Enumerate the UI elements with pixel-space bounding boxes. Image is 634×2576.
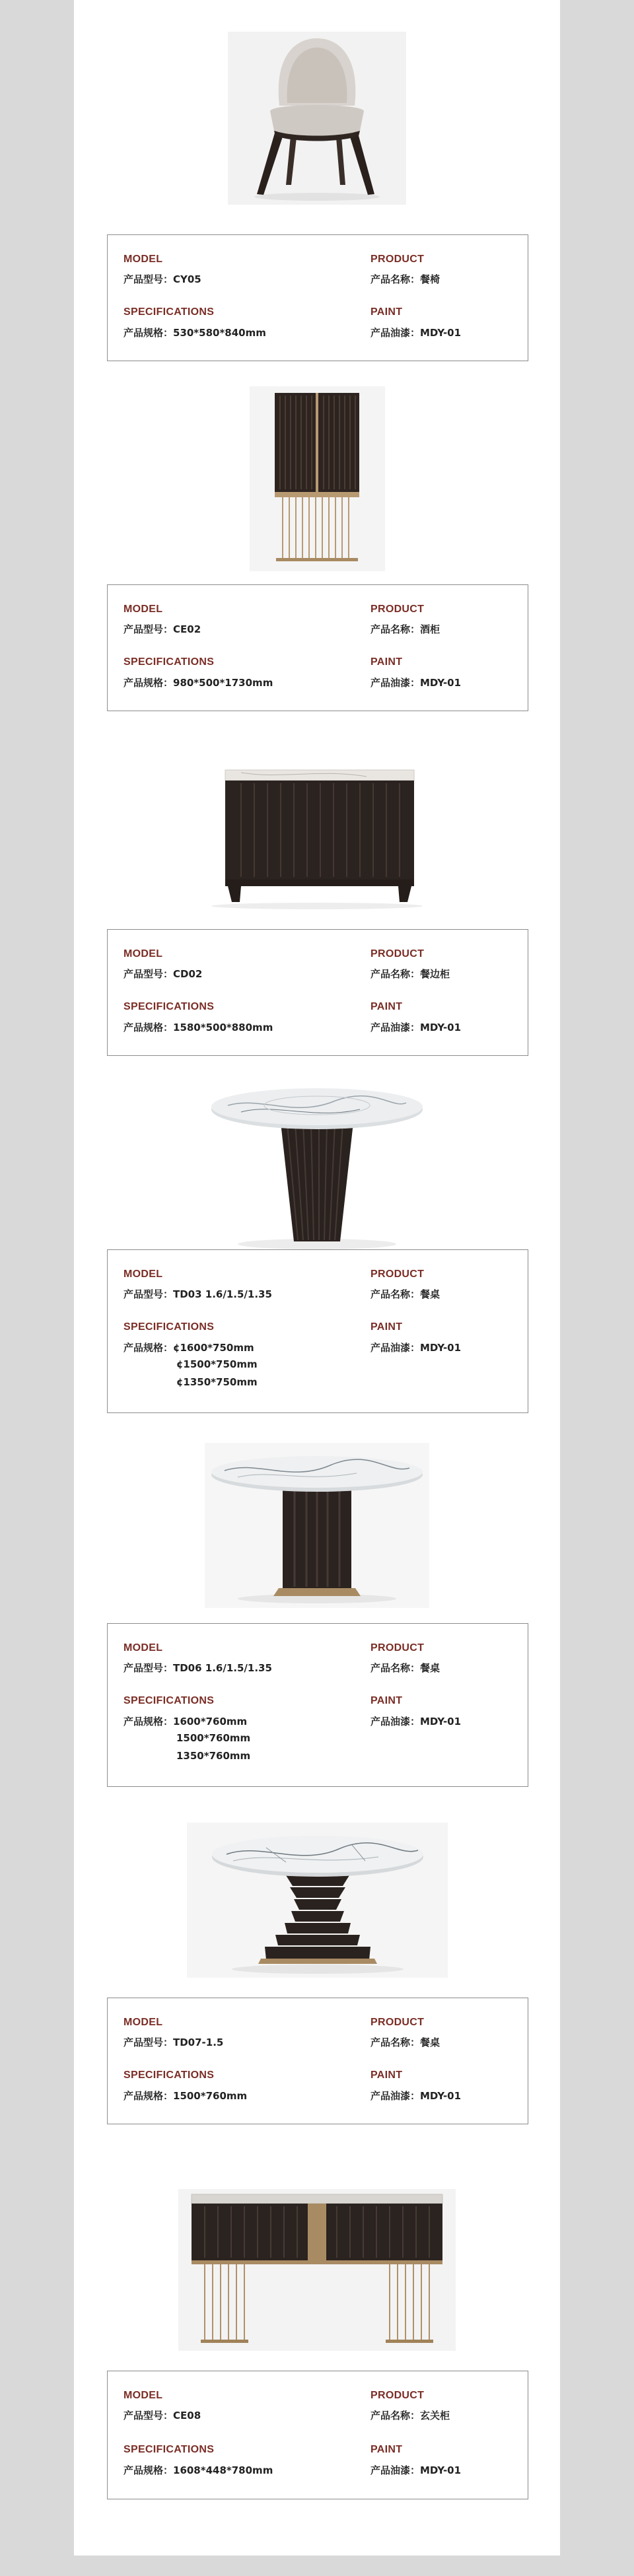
spec-value: 1350*760mm	[176, 1750, 251, 1762]
spec-value: 产品规格：530*580*840mm	[123, 327, 266, 339]
model-heading: MODEL	[123, 2017, 163, 2028]
model-value: 产品型号：CE08	[123, 2410, 201, 2421]
product-heading: PRODUCT	[370, 2390, 425, 2401]
model-heading: MODEL	[123, 948, 163, 959]
specifications-heading: SPECIFICATIONS	[123, 1321, 215, 1333]
paint-value: 产品油漆：MDY-01	[370, 1716, 462, 1727]
model-heading: MODEL	[123, 1269, 163, 1280]
spec-box	[107, 1998, 528, 2124]
paint-value: 产品油漆：MDY-01	[370, 327, 462, 339]
paint-value: 产品油漆：MDY-01	[370, 1022, 462, 1033]
paint-value: 产品油漆：MDY-01	[370, 2464, 462, 2476]
product-image-console-table	[74, 2189, 560, 2351]
paint-heading: PAINT	[370, 1001, 403, 1012]
paint-heading: PAINT	[370, 2070, 403, 2081]
spec-box	[107, 584, 528, 711]
model-value: 产品型号：TD06 1.6/1.5/1.35	[123, 1662, 272, 1674]
spec-value: 产品规格：1500*760mm	[123, 2090, 248, 2102]
product-heading: PRODUCT	[370, 948, 425, 959]
model-value: 产品型号：CY05	[123, 273, 201, 285]
specifications-heading: SPECIFICATIONS	[123, 306, 215, 318]
spec-value: 产品规格：1580*500*880mm	[123, 1022, 273, 1033]
model-value: 产品型号：CE02	[123, 623, 201, 635]
specifications-heading: SPECIFICATIONS	[123, 656, 215, 668]
spec-value: ¢1350*750mm	[176, 1376, 258, 1388]
specifications-heading: SPECIFICATIONS	[123, 1695, 215, 1706]
model-heading: MODEL	[123, 604, 163, 615]
spec-box	[107, 929, 528, 1056]
product-value: 产品名称：餐桌	[370, 1662, 440, 1674]
spec-value: 产品规格：1608*448*780mm	[123, 2464, 273, 2476]
paint-value: 产品油漆：MDY-01	[370, 677, 462, 689]
product-heading: PRODUCT	[370, 1269, 425, 1280]
model-heading: MODEL	[123, 254, 163, 265]
catalog-panel	[74, 0, 560, 2556]
specifications-heading: SPECIFICATIONS	[123, 2070, 215, 2081]
product-value: 产品名称：玄关柜	[370, 2410, 450, 2421]
product-value: 产品名称：餐椅	[370, 273, 440, 285]
spec-value: 产品规格：1600*760mm	[123, 1716, 248, 1727]
spec-box	[107, 234, 528, 361]
model-value: 产品型号：TD07-1.5	[123, 2036, 224, 2048]
model-heading: MODEL	[123, 1642, 163, 1654]
product-heading: PRODUCT	[370, 2017, 425, 2028]
spec-box	[107, 2371, 528, 2499]
paint-heading: PAINT	[370, 1321, 403, 1333]
spec-value: ¢1500*750mm	[176, 1358, 258, 1370]
product-image-round-table-stacked	[74, 1823, 560, 1978]
paint-heading: PAINT	[370, 1695, 403, 1706]
product-value: 产品名称：餐边柜	[370, 968, 450, 980]
paint-heading: PAINT	[370, 306, 403, 318]
product-heading: PRODUCT	[370, 604, 425, 615]
product-value: 产品名称：酒柜	[370, 623, 440, 635]
paint-heading: PAINT	[370, 656, 403, 668]
model-heading: MODEL	[123, 2390, 163, 2401]
product-value: 产品名称：餐桌	[370, 2036, 440, 2048]
product-image-sideboard	[74, 753, 560, 911]
model-value: 产品型号：CD02	[123, 968, 203, 980]
product-value: 产品名称：餐桌	[370, 1288, 440, 1300]
product-image-round-table-column	[74, 1443, 560, 1608]
specifications-heading: SPECIFICATIONS	[123, 2444, 215, 2455]
product-image-chair	[74, 32, 560, 205]
spec-box	[107, 1623, 528, 1787]
model-value: 产品型号：TD03 1.6/1.5/1.35	[123, 1288, 272, 1300]
product-image-round-table-fluted	[74, 1083, 560, 1255]
paint-value: 产品油漆：MDY-01	[370, 2090, 462, 2102]
spec-value: 产品规格：980*500*1730mm	[123, 677, 273, 689]
product-image-wine-cabinet	[74, 386, 560, 571]
specifications-heading: SPECIFICATIONS	[123, 1001, 215, 1012]
paint-heading: PAINT	[370, 2444, 403, 2455]
product-heading: PRODUCT	[370, 254, 425, 265]
spec-box	[107, 1249, 528, 1413]
spec-value: 产品规格：¢1600*750mm	[123, 1342, 254, 1354]
product-heading: PRODUCT	[370, 1642, 425, 1654]
paint-value: 产品油漆：MDY-01	[370, 1342, 462, 1354]
spec-value: 1500*760mm	[176, 1732, 251, 1744]
